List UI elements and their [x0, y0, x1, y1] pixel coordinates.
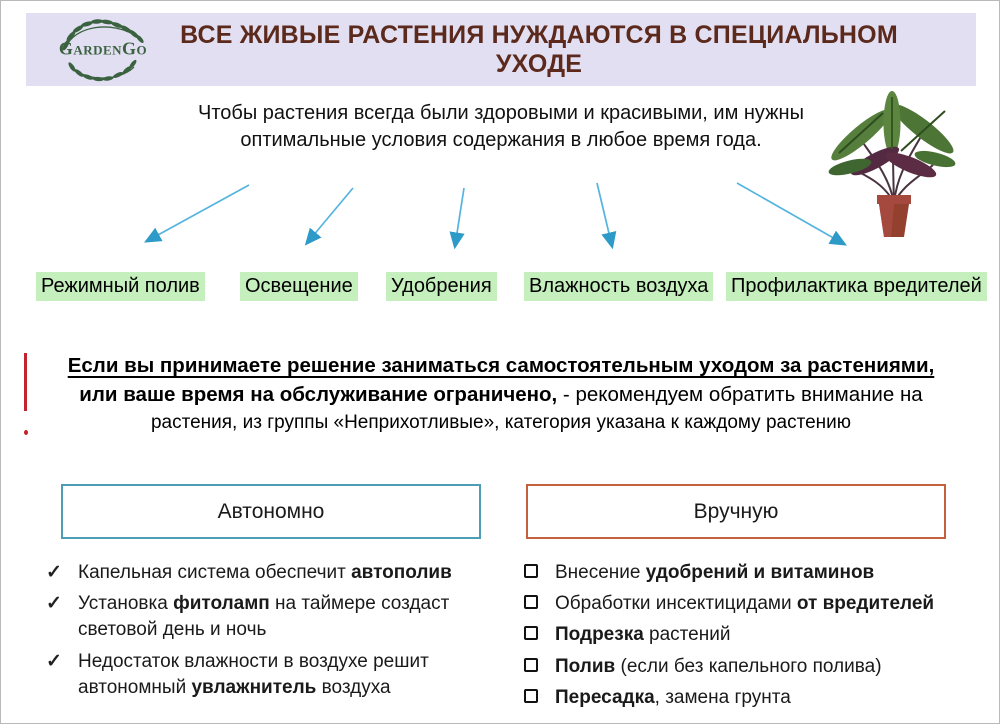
intro-text	[111, 100, 891, 154]
list-item	[46, 591, 506, 643]
list-item	[524, 654, 984, 680]
autonomous-box	[61, 484, 481, 539]
checkbox-icon	[524, 626, 538, 640]
manual-list	[524, 560, 984, 716]
page-title: ВСЕ ЖИВЫЕ РАСТЕНИЯ НУЖДАЮТСЯ В СПЕЦИАЛЬНОМ УХОДЕ	[180, 20, 898, 78]
list-item-text: Обработки инсектицидами от вредителей	[555, 593, 935, 615]
list-item	[46, 649, 506, 701]
autonomous-list	[46, 560, 506, 706]
note-line-1: Если вы принимаете решение заниматься самостоятельным уходом за растениями,	[67, 354, 935, 377]
note-paragraph	[46, 354, 956, 434]
list-item	[524, 622, 984, 648]
checkmark-icon: ✓	[46, 562, 62, 583]
arrow-humidity	[597, 183, 612, 246]
checkmark-icon: ✓	[46, 593, 62, 615]
header-bar	[26, 13, 976, 86]
logo-text: GardenGo	[58, 38, 148, 59]
list-item-text: Пересадка, замена грунта	[555, 686, 791, 708]
care-label-humidity: Влажность воздуха	[524, 272, 713, 301]
list-item-text: Капельная система обеспечит автополив	[78, 562, 452, 583]
note-line-2-rest: - рекомендуем обратить внимание на	[557, 383, 923, 406]
arrow-fertilizer	[455, 188, 464, 246]
intro-line-1: Чтобы растения всегда были здоровыми и красивыми, им нужны	[198, 102, 804, 124]
red-accent-dot	[24, 430, 28, 435]
care-label-lighting: Освещение	[240, 272, 358, 301]
list-item	[524, 685, 984, 711]
list-item-text: Подрезка растений	[555, 624, 731, 646]
checkmark-icon: ✓	[46, 650, 62, 672]
plant-image	[819, 85, 969, 243]
care-label-fertilizer: Удобрения	[386, 272, 497, 301]
note-line-2-bold: или ваше время на обслуживание ограничено,	[79, 383, 558, 406]
list-item-text: Установка фитоламп на таймере создаст световой день и ночь	[78, 593, 450, 641]
checkbox-icon	[524, 689, 538, 703]
care-label-watering: Режимный полив	[36, 272, 205, 301]
arrow-watering	[147, 185, 249, 241]
gardengo-logo	[44, 15, 162, 85]
red-accent-bar	[24, 353, 27, 411]
list-item	[524, 560, 984, 586]
list-item	[46, 560, 506, 586]
note-line-2	[46, 383, 956, 407]
checkbox-icon	[524, 564, 538, 578]
manual-box-label: Вручную	[693, 499, 779, 523]
intro-line-2: оптимальные условия содержания в любое время года.	[240, 129, 762, 151]
list-item-text: Внесение удобрений и витаминов	[555, 562, 875, 583]
list-item-text: Недостаток влажности в воздухе решит автономный увлажнитель воздуха	[78, 650, 429, 698]
list-item-text: Полив (если без капельного полива)	[555, 655, 882, 677]
autonomous-box-label: Автономно	[217, 499, 325, 523]
manual-box	[526, 484, 946, 539]
checkbox-icon	[524, 658, 538, 672]
arrow-lighting	[307, 188, 353, 243]
checkbox-icon	[524, 595, 538, 609]
care-label-pests: Профилактика вредителей	[726, 272, 987, 301]
note-line-3: растения, из группы «Неприхотливые», категория указана к каждому растению	[150, 412, 852, 433]
list-item	[524, 591, 984, 617]
